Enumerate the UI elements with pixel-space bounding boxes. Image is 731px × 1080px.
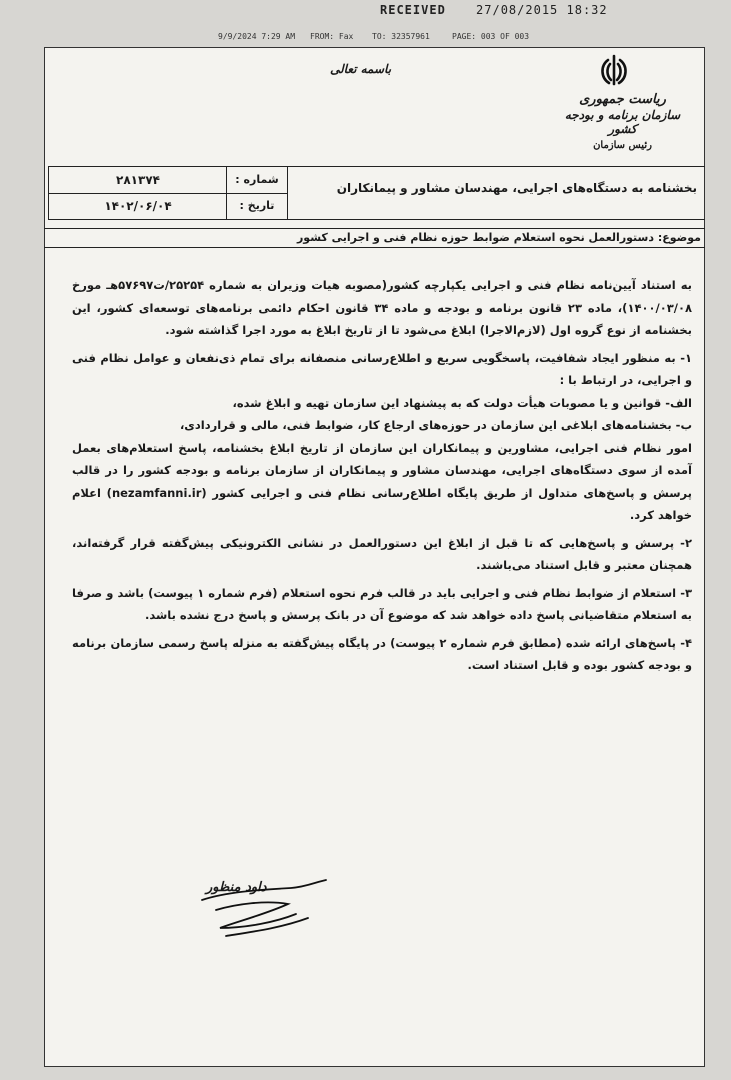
- handwritten-signature: [196, 870, 336, 950]
- number-row: [49, 167, 287, 194]
- addressee-strip: [288, 166, 705, 220]
- date-row: [49, 193, 287, 219]
- emblem-icon: [596, 52, 632, 88]
- item-3: ۳- استعلام از ضوابط نظام فنی و اجرایی باید در قالب فرم نحوه استعلام (فرم شماره ۱ پیوست) باشد و صرفا به استعلام متقاضیانی پاسخ داده خواهد شد که موضوع آن در بانک پرسش و پاسخ درج نشده باشد.: [72, 585, 693, 622]
- letter-body: [72, 274, 692, 677]
- intro-paragraph: به استناد آیین‌نامه نظام فنی و اجرایی یکپارچه کشور(مصوبه هیات وزیران به شماره ۲۵۲۵۴/ت۵۷۶۹۷هـ مورخ ۱۴۰۰/۰۳/۰۸)، ماده ۲۳ قانون برنامه و بودجه و ماده ۳۴ قانون احکام دائمی برنامه‌های توسعه‌ای کشور، این بخشنامه از نوع گروه اول (لازم‌الاجرا) ابلاغ می‌شود تا از تاریخ ابلاغ به مورد اجرا گذاشته شود.: [72, 278, 692, 337]
- addressee: بخشنامه به دستگاه‌های اجرایی، مهندسان مشاور و پیمانکاران: [336, 181, 697, 195]
- signatory-name: داود منظور: [206, 880, 267, 895]
- subject-line: موضوع: دستورالعمل نحوه استعلام ضوابط حوزه نظام فنی و اجرایی کشور: [296, 231, 701, 244]
- item-4: ۴- پاسخ‌های ارائه شده (مطابق فرم شماره ۲ پیوست) در پایگاه پیش‌گفته به منزله پاسخ رسمی سازمان برنامه و بودجه کشور بوده و قابل استناد است.: [72, 635, 693, 672]
- number-value: ۲۸۱۳۷۴: [116, 173, 160, 187]
- date-label: تاریخ :: [226, 193, 287, 219]
- org-line-organization: سازمان برنامه و بودجه کشور: [564, 108, 681, 136]
- number-label: شماره :: [226, 167, 287, 193]
- received-label: RECEIVED: [380, 3, 446, 17]
- org-line-presidency: ریاست جمهوری: [579, 92, 666, 107]
- org-letterhead: [560, 92, 685, 151]
- item-1: ۱- به منظور ایجاد شفافیت، پاسخگویی سریع و اطلاع‌رسانی منصفانه برای تمام ذی‌نفعان و عوامل نظام فنی و اجرایی، در ارتباط با :: [72, 350, 692, 387]
- item-2: ۲- پرسش و پاسخ‌هایی که تا قبل از ابلاغ این دستورالعمل در نشانی الکترونیکی پیش‌گفته قرار گرفته‌اند، همچنان معتبر و قابل استناد می‌باشند.: [72, 535, 692, 572]
- org-line-head: رئیس سازمان: [593, 140, 652, 151]
- fax-received-stamp: [0, 0, 731, 20]
- received-stamp: [380, 3, 608, 17]
- invocation: باسمه تعالی: [330, 62, 392, 76]
- date-value: ۱۴۰۲/۰۶/۰۴: [104, 199, 172, 213]
- received-datetime: 27/08/2015 18:32: [476, 3, 608, 17]
- number-date-box: [48, 166, 288, 220]
- fax-to: TO: 32357961: [372, 32, 430, 41]
- item-1-b: ب- بخشنامه‌های ابلاغی این سازمان در حوزه‌های ارجاع کار، ضوابط فنی، مالی و قراردادی،: [179, 418, 692, 432]
- item-1-a: الف- قوانین و یا مصوبات هیأت دولت که به پیشنهاد این سازمان تهیه و ابلاغ شده،: [232, 395, 692, 410]
- fax-transmission-line: [0, 32, 731, 46]
- fax-from: FROM: Fax: [310, 32, 354, 41]
- subject-strip: [44, 228, 705, 248]
- item-1-rest: امور نظام فنی اجرایی، مشاورین و پیمانکاران این سازمان از تاریخ ابلاغ بخشنامه، پاسخ استعلام‌های بعمل آمده از سوی دستگاه‌های اجرایی، مهندسان مشاور و پیمانکاران از سازمان برنامه و بودجه کشور را در قالب پرسش و پاسخ‌های متداول از طریق پایگاه اطلاع‌رسانی نظام فنی و اجرایی کشور (nezamfanni.ir) اعلام خواهد کرد.: [72, 440, 693, 522]
- fax-date: 9/9/2024 7:29 AM: [218, 32, 296, 41]
- fax-page: PAGE: 003 OF 003: [452, 32, 530, 41]
